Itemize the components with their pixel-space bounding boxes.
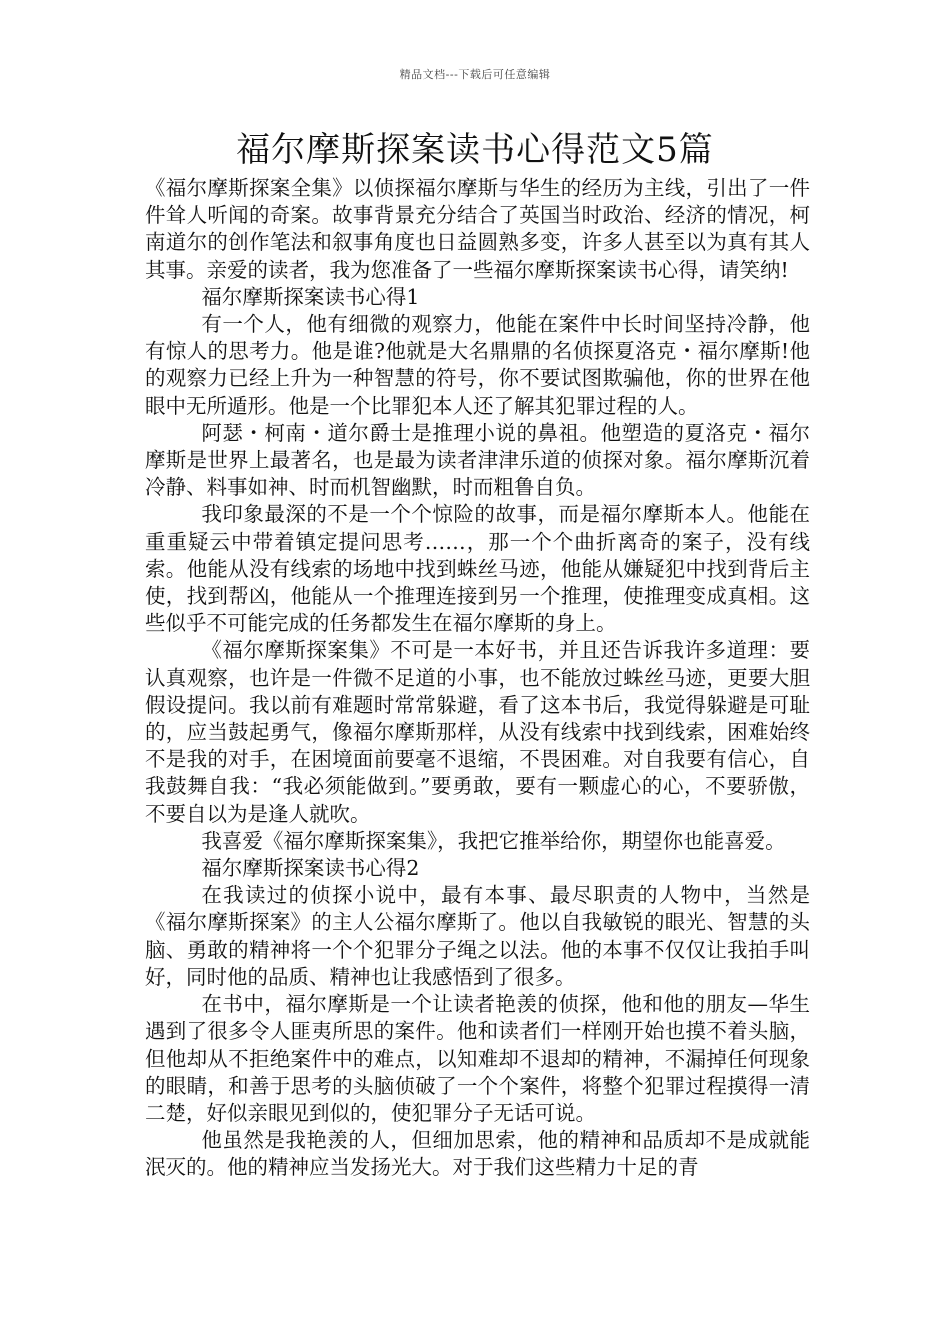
body-paragraph: 《福尔摩斯探案集》不可是一本好书，并且还告诉我许多道理：要认真观察，也许是一件微不足道的小事，也不能放过蛛丝马迹，更要大胆假设提问。我以前有难题时常常躲避，看了这本书后，我觉得躲避是可耻的，应当鼓起勇气，像福尔摩斯那样，从没有线索中找到线索，困难始终不是我的对手，在困境面前要毫不退缩，不畏困难。对自我要有信心，自我鼓舞自我：“我必须能做到。”要勇敢，要有一颗虚心的心，不要骄傲，不要自以为是逢人就吹。	[145, 638, 810, 826]
body-paragraph: 阿瑟・柯南・道尔爵士是推理小说的鼻祖。他塑造的夏洛克・福尔摩斯是世界上最著名，也是最为读者津津乐道的侦探对象。福尔摩斯沉着冷静、料事如神、时而机智幽默，时而粗鲁自负。	[145, 420, 810, 500]
body-paragraph: 在我读过的侦探小说中，最有本事、最尽职责的人物中，当然是《福尔摩斯探案》的主人公福尔摩斯了。他以自我敏锐的眼光、智慧的头脑、勇敢的精神将一个个犯罪分子绳之以法。他的本事不仅仅让我拍手叫好，同时他的品质、精神也让我感悟到了很多。	[145, 883, 810, 989]
section-heading-1: 福尔摩斯探案读书心得1	[201, 284, 420, 309]
document-title: 福尔摩斯探案读书心得范文5篇	[236, 130, 714, 170]
header-note: 精品文档---下载后可任意编辑	[399, 68, 551, 81]
intro-paragraph: 《福尔摩斯探案全集》以侦探福尔摩斯与华生的经历为主线，引出了一件件耸人听闻的奇案。故事背景充分结合了英国当时政治、经济的情况，柯南道尔的创作笔法和叙事角度也日益圆熟多变，许多人甚至以为真有其人其事。亲爱的读者，我为您准备了一些福尔摩斯探案读书心得，请笑纳!	[145, 176, 810, 282]
body-paragraph: 我喜爱《福尔摩斯探案集》，我把它推举给你，期望你也能喜爱。	[201, 828, 786, 853]
body-paragraph: 有一个人，他有细微的观察力，他能在案件中长时间坚持冷静，他有惊人的思考力。他是谁?他就是大名鼎鼎的名侦探夏洛克・福尔摩斯!他的观察力已经上升为一种智慧的符号，你不要试图欺骗他，你的世界在他眼中无所遁形。他是一个比罪犯本人还了解其犯罪过程的人。	[145, 312, 810, 418]
section-heading-2: 福尔摩斯探案读书心得2	[201, 856, 420, 881]
body-paragraph: 他虽然是我艳羡的人，但细加思索，他的精神和品质却不是成就能泯灭的。他的精神应当发扬光大。对于我们这些精力十足的青	[145, 1128, 810, 1180]
body-paragraph: 在书中，福尔摩斯是一个让读者艳羡的侦探，他和他的朋友—华生遇到了很多令人匪夷所思的案件。他和读者们一样刚开始也摸不着头脑，但他却从不拒绝案件中的难点，以知难却不退却的精神，不漏掉任何现象的眼睛，和善于思考的头脑侦破了一个个案件，将整个犯罪过程摸得一清二楚，好似亲眼见到似的，使犯罪分子无话可说。	[145, 992, 810, 1125]
body-paragraph: 我印象最深的不是一个个惊险的故事，而是福尔摩斯本人。他能在重重疑云中带着镇定提问思考……，那一个个曲折离奇的案子，没有线索。他能从没有线索的场地中找到蛛丝马迹，他能从嫌疑犯中找到背后主使，找到帮凶，他能从一个推理连接到另一个推理，使推理变成真相。这些似乎不可能完成的任务都发生在福尔摩斯的身上。	[145, 502, 810, 636]
document-body	[145, 175, 810, 1182]
